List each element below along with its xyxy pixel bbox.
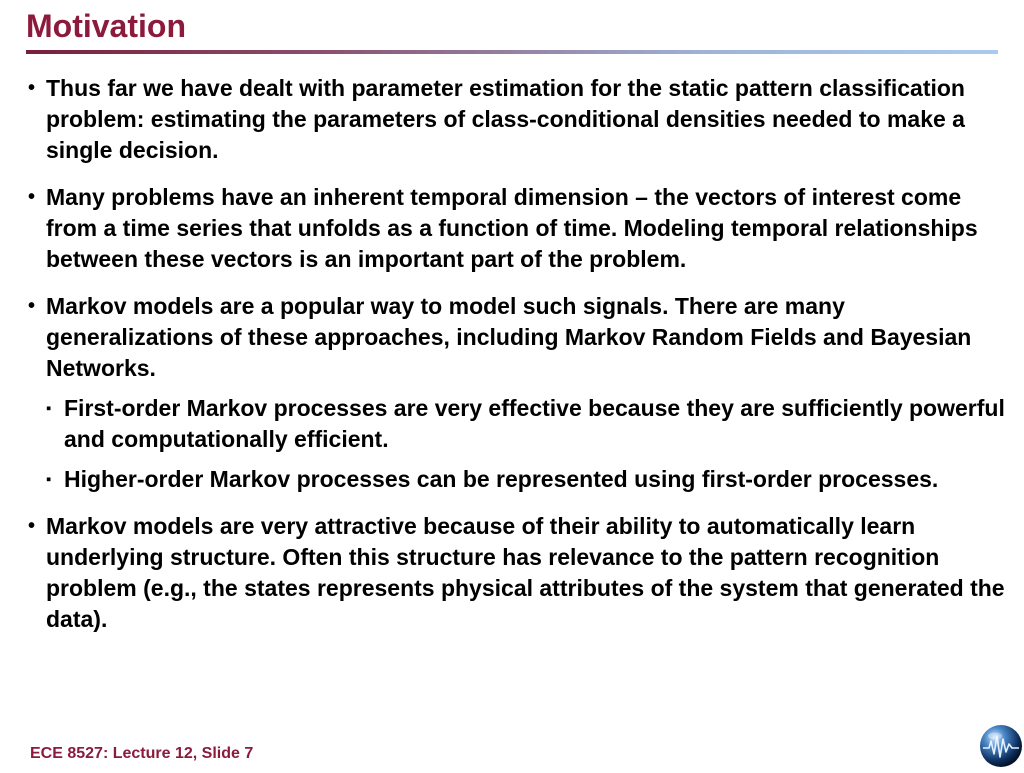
bullet-glyph: • [28, 186, 36, 208]
bullet-glyph: • [28, 515, 36, 537]
sub-bullet-glyph: ▪ [46, 471, 52, 488]
sub-bullet-text: Higher-order Markov processes can be represented using first-order processes. [64, 466, 939, 492]
bullet-glyph: • [28, 295, 36, 317]
bullet-glyph: • [28, 77, 36, 99]
bullet-item [26, 291, 1006, 384]
slide-body [26, 73, 1006, 651]
slide-footer: ECE 8527: Lecture 12, Slide 7 [30, 745, 254, 762]
bullet-item [26, 182, 1006, 275]
bullet-text: Thus far we have dealt with parameter estimation for the static pattern classification problem: estimating the parameters of class-conditional densities needed to make a single decision. [46, 75, 965, 163]
bullet-text: Markov models are a popular way to model such signals. There are many generalizations of these approaches, including Markov Random Fields and Bayesian Networks. [46, 293, 972, 381]
bullet-text: Markov models are very attractive because of their ability to automatically learn underlying structure. Often this structure has relevance to the pattern recognition problem (e.g., the states represents physical attributes of the system that generated the data). [46, 513, 1005, 632]
title-underline [26, 50, 998, 54]
bullet-text: Many problems have an inherent temporal dimension – the vectors of interest come from a time series that unfolds as a function of time. Modeling temporal relationships between these vectors is an important part of the problem. [46, 184, 978, 272]
globe-logo-icon [979, 724, 1023, 768]
sub-bullet-item [26, 464, 1006, 495]
bullet-item [26, 73, 1006, 166]
bullet-item [26, 511, 1006, 635]
sub-bullet-item [26, 393, 1006, 455]
sub-bullet-list [26, 393, 1006, 495]
sub-bullet-glyph: ▪ [46, 400, 52, 417]
sub-bullet-text: First-order Markov processes are very effective because they are sufficiently powerful and computationally efficient. [64, 395, 1005, 452]
slide-title: Motivation [26, 8, 186, 44]
